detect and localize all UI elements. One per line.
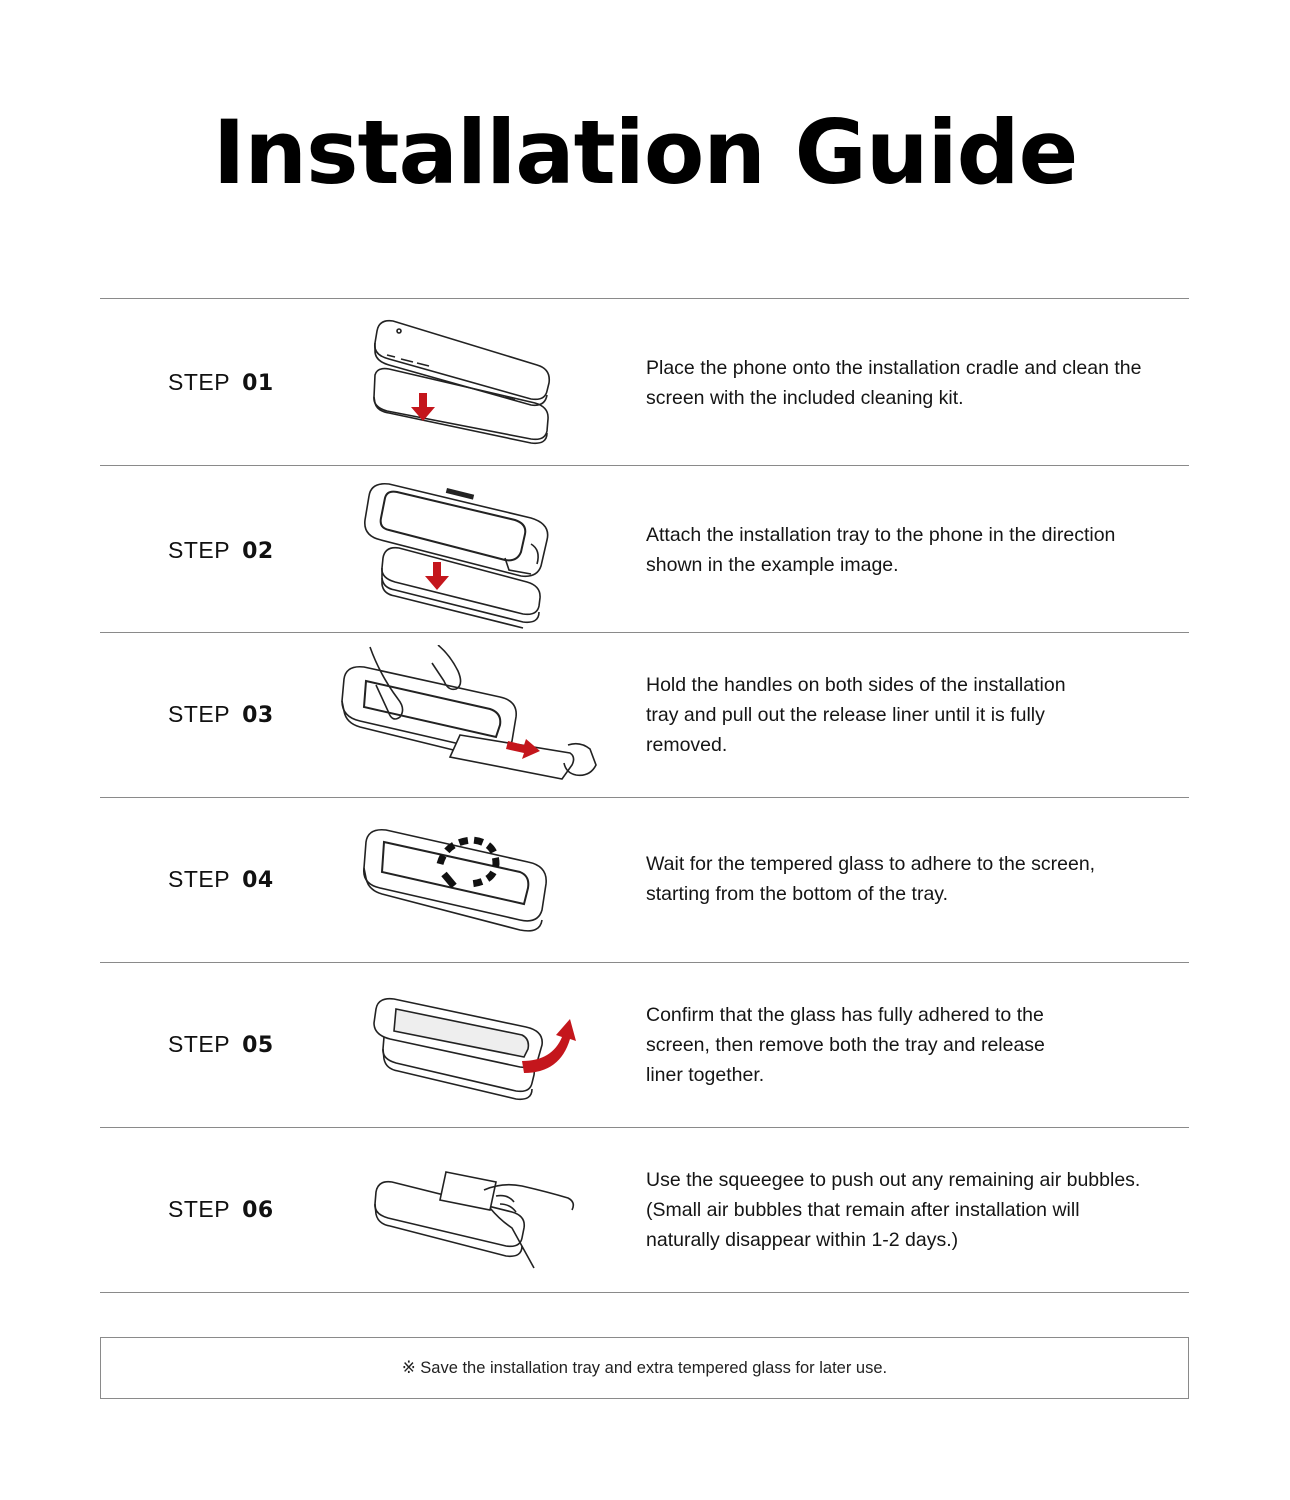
step-05 (100, 962, 1189, 1127)
step-description: Attach the installation tray to the phone in the direction shown in the example image. (646, 524, 1116, 576)
step-number: 01 (242, 371, 274, 396)
step-label (168, 701, 274, 728)
step-word: STEP (168, 369, 231, 395)
step-number: 02 (242, 539, 274, 564)
tray-onto-phone-illustration (355, 474, 595, 629)
page-title: Installation Guide (212, 101, 1078, 204)
step-word: STEP (168, 537, 231, 563)
step-06 (100, 1127, 1189, 1293)
step-number: 05 (242, 1033, 274, 1058)
note-text: ※ Save the installation tray and extra tempered glass for later use. (401, 1359, 888, 1377)
storage-note (100, 1337, 1189, 1399)
step-03 (100, 632, 1189, 797)
step-description: Confirm that the glass has fully adhered to the screen, then remove both the tray and release liner together. (646, 1004, 1045, 1086)
step-description: Hold the handles on both sides of the installation tray and pull out the release liner until it is fully removed. (646, 674, 1066, 756)
step-word: STEP (168, 1196, 231, 1222)
glass-adhering-illustration (360, 812, 560, 942)
step-number: 03 (242, 703, 274, 728)
step-02 (100, 465, 1189, 632)
step-number: 04 (242, 868, 274, 893)
pull-release-liner-illustration (340, 645, 600, 785)
remove-tray-illustration (372, 991, 582, 1103)
step-label (168, 537, 274, 564)
phone-on-cradle-illustration (355, 307, 595, 457)
step-description: Wait for the tempered glass to adhere to the screen, starting from the bottom of the tray. (646, 853, 1096, 905)
step-description: Use the squeegee to push out any remaining air bubbles. (Small air bubbles that remain after installation will naturally disappear within 1-2 days.) (646, 1169, 1141, 1251)
step-word: STEP (168, 866, 231, 892)
step-label (168, 866, 274, 893)
steps-list (100, 298, 1189, 1293)
step-description: Place the phone onto the installation cradle and clean the screen with the included cleaning kit. (646, 357, 1142, 409)
step-label (168, 369, 274, 396)
step-number: 06 (242, 1198, 274, 1223)
step-01 (100, 298, 1189, 465)
step-label (168, 1031, 274, 1058)
squeegee-illustration (372, 1162, 582, 1280)
step-label (168, 1196, 274, 1223)
step-word: STEP (168, 701, 231, 727)
step-04 (100, 797, 1189, 962)
step-word: STEP (168, 1031, 231, 1057)
